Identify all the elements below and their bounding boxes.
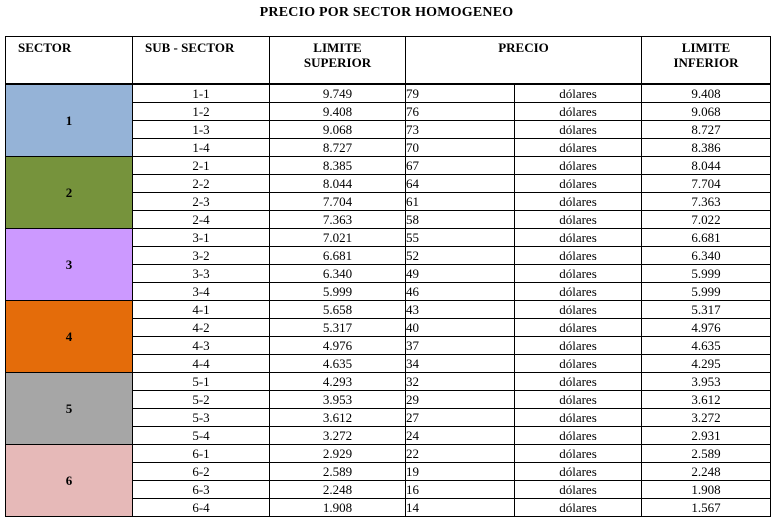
sector-cell: 2 <box>6 156 133 228</box>
lower-limit-cell: 7.363 <box>642 192 771 210</box>
header-upper-limit <box>270 37 406 84</box>
upper-limit-cell: 6.681 <box>270 246 406 264</box>
lower-limit-cell: 3.272 <box>642 408 771 426</box>
upper-limit-cell: 8.727 <box>270 138 406 156</box>
currency-cell: dólares <box>515 336 642 354</box>
subsector-cell: 2-2 <box>133 174 270 192</box>
price-value-cell: 79 <box>406 84 515 103</box>
upper-limit-cell: 9.408 <box>270 102 406 120</box>
subsector-cell: 6-1 <box>133 444 270 462</box>
header-upper-line1: LIMITE <box>313 40 362 55</box>
upper-limit-cell: 3.612 <box>270 408 406 426</box>
price-value-cell: 32 <box>406 372 515 390</box>
sector-cell: 6 <box>6 444 133 516</box>
price-table <box>5 36 771 517</box>
price-value-cell: 67 <box>406 156 515 174</box>
currency-cell: dólares <box>515 174 642 192</box>
lower-limit-cell: 4.635 <box>642 336 771 354</box>
subsector-cell: 3-4 <box>133 282 270 300</box>
lower-limit-cell: 4.295 <box>642 354 771 372</box>
currency-cell: dólares <box>515 390 642 408</box>
upper-limit-cell: 2.589 <box>270 462 406 480</box>
upper-limit-cell: 5.999 <box>270 282 406 300</box>
lower-limit-cell: 3.953 <box>642 372 771 390</box>
upper-limit-cell: 4.635 <box>270 354 406 372</box>
header-sector: SECTOR <box>6 37 133 84</box>
lower-limit-cell: 7.704 <box>642 174 771 192</box>
upper-limit-cell: 1.908 <box>270 498 406 516</box>
currency-cell: dólares <box>515 120 642 138</box>
price-value-cell: 55 <box>406 228 515 246</box>
subsector-cell: 3-3 <box>133 264 270 282</box>
currency-cell: dólares <box>515 138 642 156</box>
lower-limit-cell: 4.976 <box>642 318 771 336</box>
price-value-cell: 64 <box>406 174 515 192</box>
table-row <box>6 228 771 246</box>
price-value-cell: 52 <box>406 246 515 264</box>
lower-limit-cell: 8.386 <box>642 138 771 156</box>
price-value-cell: 34 <box>406 354 515 372</box>
lower-limit-cell: 6.681 <box>642 228 771 246</box>
price-value-cell: 76 <box>406 102 515 120</box>
table-row <box>6 300 771 318</box>
price-value-cell: 22 <box>406 444 515 462</box>
lower-limit-cell: 5.999 <box>642 264 771 282</box>
price-value-cell: 24 <box>406 426 515 444</box>
currency-cell: dólares <box>515 246 642 264</box>
currency-cell: dólares <box>515 264 642 282</box>
upper-limit-cell: 9.749 <box>270 84 406 103</box>
lower-limit-cell: 2.589 <box>642 444 771 462</box>
price-value-cell: 29 <box>406 390 515 408</box>
upper-limit-cell: 8.044 <box>270 174 406 192</box>
subsector-cell: 2-3 <box>133 192 270 210</box>
lower-limit-cell: 1.908 <box>642 480 771 498</box>
currency-cell: dólares <box>515 480 642 498</box>
header-upper-line2: SUPERIOR <box>303 55 372 70</box>
subsector-cell: 1-4 <box>133 138 270 156</box>
currency-cell: dólares <box>515 282 642 300</box>
lower-limit-cell: 1.567 <box>642 498 771 516</box>
currency-cell: dólares <box>515 498 642 516</box>
lower-limit-cell: 9.068 <box>642 102 771 120</box>
subsector-cell: 4-4 <box>133 354 270 372</box>
sector-cell: 1 <box>6 84 133 157</box>
lower-limit-cell: 5.317 <box>642 300 771 318</box>
subsector-cell: 3-1 <box>133 228 270 246</box>
subsector-cell: 2-4 <box>133 210 270 228</box>
price-value-cell: 70 <box>406 138 515 156</box>
header-lower-line2: INFERIOR <box>673 55 739 70</box>
currency-cell: dólares <box>515 156 642 174</box>
table-row <box>6 84 771 103</box>
upper-limit-cell: 8.385 <box>270 156 406 174</box>
subsector-cell: 5-3 <box>133 408 270 426</box>
currency-cell: dólares <box>515 84 642 103</box>
subsector-cell: 4-3 <box>133 336 270 354</box>
upper-limit-cell: 6.340 <box>270 264 406 282</box>
subsector-cell: 5-1 <box>133 372 270 390</box>
price-value-cell: 46 <box>406 282 515 300</box>
upper-limit-cell: 5.317 <box>270 318 406 336</box>
header-lower-limit <box>642 37 771 84</box>
lower-limit-cell: 7.022 <box>642 210 771 228</box>
subsector-cell: 4-2 <box>133 318 270 336</box>
price-value-cell: 40 <box>406 318 515 336</box>
sector-cell: 4 <box>6 300 133 372</box>
upper-limit-cell: 4.976 <box>270 336 406 354</box>
price-value-cell: 37 <box>406 336 515 354</box>
lower-limit-cell: 8.044 <box>642 156 771 174</box>
subsector-cell: 1-1 <box>133 84 270 103</box>
price-value-cell: 58 <box>406 210 515 228</box>
currency-cell: dólares <box>515 210 642 228</box>
currency-cell: dólares <box>515 444 642 462</box>
price-value-cell: 14 <box>406 498 515 516</box>
upper-limit-cell: 9.068 <box>270 120 406 138</box>
subsector-cell: 6-2 <box>133 462 270 480</box>
subsector-cell: 1-3 <box>133 120 270 138</box>
subsector-cell: 6-4 <box>133 498 270 516</box>
lower-limit-cell: 2.248 <box>642 462 771 480</box>
header-lower-line1: LIMITE <box>681 40 731 55</box>
upper-limit-cell: 4.293 <box>270 372 406 390</box>
sector-cell: 5 <box>6 372 133 444</box>
lower-limit-cell: 3.612 <box>642 390 771 408</box>
price-value-cell: 61 <box>406 192 515 210</box>
upper-limit-cell: 3.272 <box>270 426 406 444</box>
currency-cell: dólares <box>515 228 642 246</box>
currency-cell: dólares <box>515 354 642 372</box>
table-row <box>6 156 771 174</box>
currency-cell: dólares <box>515 462 642 480</box>
subsector-cell: 2-1 <box>133 156 270 174</box>
price-value-cell: 16 <box>406 480 515 498</box>
lower-limit-cell: 8.727 <box>642 120 771 138</box>
table-body <box>6 84 771 517</box>
upper-limit-cell: 3.953 <box>270 390 406 408</box>
upper-limit-cell: 2.929 <box>270 444 406 462</box>
lower-limit-cell: 9.408 <box>642 84 771 103</box>
header-subsector: SUB - SECTOR <box>133 37 270 84</box>
sector-cell: 3 <box>6 228 133 300</box>
upper-limit-cell: 7.704 <box>270 192 406 210</box>
subsector-cell: 6-3 <box>133 480 270 498</box>
lower-limit-cell: 2.931 <box>642 426 771 444</box>
upper-limit-cell: 7.363 <box>270 210 406 228</box>
document-title: PRECIO POR SECTOR HOMOGENEO <box>259 5 514 20</box>
price-value-cell: 19 <box>406 462 515 480</box>
upper-limit-cell: 2.248 <box>270 480 406 498</box>
currency-cell: dólares <box>515 300 642 318</box>
subsector-cell: 1-2 <box>133 102 270 120</box>
currency-cell: dólares <box>515 102 642 120</box>
currency-cell: dólares <box>515 426 642 444</box>
currency-cell: dólares <box>515 372 642 390</box>
subsector-cell: 5-4 <box>133 426 270 444</box>
currency-cell: dólares <box>515 318 642 336</box>
price-value-cell: 43 <box>406 300 515 318</box>
price-value-cell: 27 <box>406 408 515 426</box>
price-value-cell: 73 <box>406 120 515 138</box>
header-row <box>6 37 771 84</box>
subsector-cell: 3-2 <box>133 246 270 264</box>
table-row <box>6 444 771 462</box>
subsector-cell: 5-2 <box>133 390 270 408</box>
header-price: PRECIO <box>406 37 642 84</box>
lower-limit-cell: 5.999 <box>642 282 771 300</box>
table-row <box>6 372 771 390</box>
subsector-cell: 4-1 <box>133 300 270 318</box>
lower-limit-cell: 6.340 <box>642 246 771 264</box>
upper-limit-cell: 7.021 <box>270 228 406 246</box>
price-value-cell: 49 <box>406 264 515 282</box>
upper-limit-cell: 5.658 <box>270 300 406 318</box>
currency-cell: dólares <box>515 192 642 210</box>
currency-cell: dólares <box>515 408 642 426</box>
